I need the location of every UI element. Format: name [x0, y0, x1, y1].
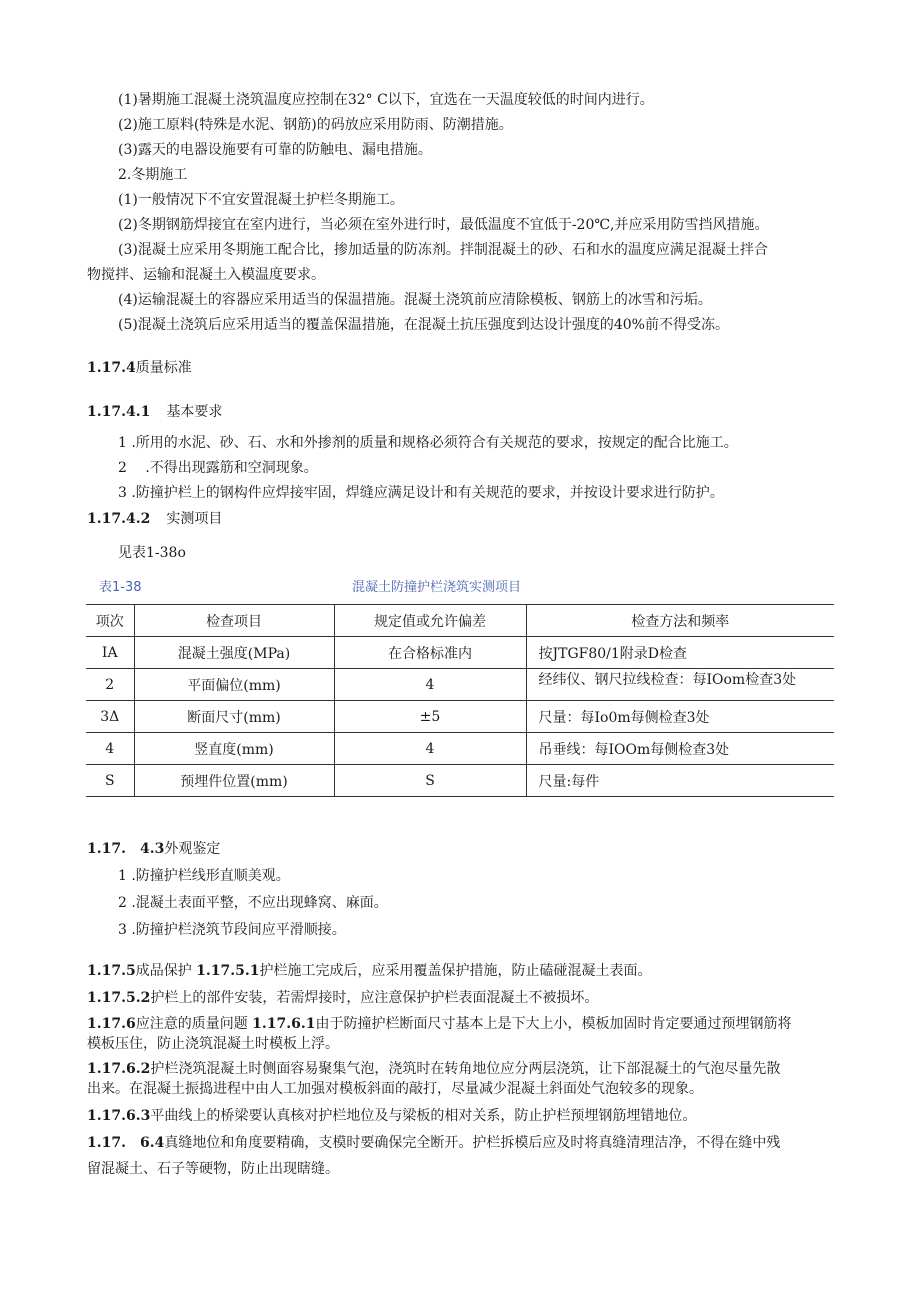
section-number-a: 1.17. [87, 841, 126, 857]
table-row [86, 637, 834, 669]
table-row [86, 669, 834, 701]
appearance-item-1: 1 .防撞护栏线形直顺美观。 [118, 868, 290, 884]
table-reference: 见表1-38o [118, 545, 186, 561]
cell-tolerance: 4 [334, 669, 526, 701]
cell-item-no: 2 [86, 669, 134, 701]
subsection-number: 1.17.6.1 [252, 1016, 316, 1032]
table-row [86, 701, 834, 733]
requirement-1: 1 .所用的水泥、砂、石、水和外掺剂的质量和规格必须符合有关规范的要求，按规定的配合比施工。 [118, 435, 738, 451]
section-1176-4-line-2: 留混凝土、石子等硬物，防止出现瞎缝。 [87, 1161, 339, 1177]
winter-item-2: (2)冬期钢筋焊接宜在室内进行，当必须在室外进行时，最低温度不宜低于-20℃,并应采用防雪挡风措施。 [118, 217, 769, 233]
cell-check-item: 混凝土强度(MPa) [134, 637, 334, 669]
cell-method: 吊垂线：每IOOm每侧检查3处 [526, 733, 834, 765]
subsection-number-a: 1.17. [87, 1135, 126, 1151]
cell-item-no: 3Δ [86, 701, 134, 733]
summer-item-3: (3)露天的电器设施要有可靠的防触电、漏电措施。 [118, 142, 432, 158]
cell-check-item: 平面偏位(mm) [134, 669, 334, 701]
subsection-number-b: 6.4 [139, 1135, 165, 1151]
section-number: 1.17.4.1 [87, 404, 151, 420]
requirement-3: 3 .防撞护栏上的钢构件应焊接牢固，焊缝应满足设计和有关规范的要求，并按设计要求进行防护。 [118, 485, 724, 501]
cell-method: 尺量：每Io0m每侧检查3处 [526, 701, 834, 733]
cell-method: 按JTGF80/1附录D检查 [526, 637, 834, 669]
winter-item-4: (4)运输混凝土的容器应采用适当的保温措施。混凝土浇筑前应清除模板、钢筋上的冰雪和污垢。 [118, 292, 712, 308]
section-title: 应注意的质量问题 [135, 1016, 248, 1032]
winter-item-3: (3)混凝土应采用冬期施工配合比，掺加适量的防冻剂。拌制混凝土的砂、石和水的温度应满足混凝土拌合 [118, 242, 768, 258]
subsection-number: 1.17.6.2 [87, 1061, 151, 1077]
cell-item-no: 4 [86, 733, 134, 765]
appearance-item-2: 2 .混凝土表面平整，不应出现蜂窝、麻面。 [118, 895, 388, 911]
appearance-item-3: 3 .防撞护栏浇筑节段间应平滑顺接。 [118, 922, 346, 938]
section-1176-3 [87, 1106, 696, 1126]
cell-tolerance: ±5 [334, 701, 526, 733]
cell-item-no: IA [86, 637, 134, 669]
section-1175-line-1 [87, 961, 652, 981]
cell-check-item: 竖直度(mm) [134, 733, 334, 765]
subsection-text: 护栏上的部件安装，若需焊接时，应注意保护护栏表面混凝土不被损坏。 [150, 990, 599, 1006]
winter-title: 2.冬期施工 [118, 167, 188, 183]
section-title: 成品保护 [135, 963, 192, 979]
summer-item-1: (1)暑期施工混凝土浇筑温度应控制在32° C以下，宜选在一天温度较低的时间内进行。 [118, 92, 654, 108]
subsection-text: 平曲线上的桥梁要认真核对护栏地位及与梁板的相对关系，防止护栏预埋钢筋埋错地位。 [150, 1108, 697, 1124]
quality-table [86, 604, 834, 797]
cell-check-item: 断面尺寸(mm) [134, 701, 334, 733]
section-1176-2-line-1 [87, 1059, 780, 1079]
cell-check-item: 预埋件位置(mm) [134, 765, 334, 797]
header-method: 检查方法和频率 [526, 605, 834, 637]
section-1176-4-line-1 [87, 1133, 780, 1153]
section-1176-2-line-2: 出来。在混凝土振捣进程中由人工加强对模板斜面的敲打，尽量减少混凝土斜面处气泡较多的现象。 [87, 1081, 703, 1097]
section-number: 1.17.6 [87, 1016, 136, 1032]
section-1174-heading [87, 358, 192, 378]
section-11741-heading [87, 402, 222, 422]
section-number: 1.17.4 [87, 360, 136, 376]
summer-item-2: (2)施工原料(特殊是水泥、钢筋)的码放应采用防雨、防潮措施。 [118, 117, 513, 133]
cell-tolerance: 在合格标准内 [334, 637, 526, 669]
section-1175-line-2 [87, 988, 598, 1008]
cell-item-no: S [86, 765, 134, 797]
section-number: 1.17.5 [87, 963, 136, 979]
subsection-number: 1.17.6.3 [87, 1108, 151, 1124]
section-title: 基本要求 [166, 404, 223, 420]
table-row [86, 765, 834, 797]
winter-item-3-cont: 物搅拌、运输和混凝土入模温度要求。 [87, 267, 325, 283]
table-row [86, 733, 834, 765]
table-header-row [86, 605, 834, 637]
cell-method-text: 经纬仪、钢尺拉线检查：每IOom检查3处 [538, 672, 797, 688]
subsection-text: 护栏浇筑混凝土时侧面容易聚集气泡，浇筑时在转角地位应分两层浇筑，让下部混凝土的气泡尽量先散 [150, 1061, 781, 1077]
header-item-no: 项次 [86, 605, 134, 637]
cell-method [526, 669, 834, 701]
subsection-text: 由于防撞护栏断面尺寸基本上是下大上小，模板加固时肯定要通过预埋钢筋将 [315, 1016, 792, 1032]
table-label: 表1-38 [99, 580, 142, 595]
cell-tolerance: 4 [334, 733, 526, 765]
section-number-b: 4.3 [139, 841, 165, 857]
winter-item-1: (1)一般情况下不宜安置混凝土护栏冬期施工。 [118, 192, 404, 208]
subsection-text: 真缝地位和角度要精确，支模时要确保完全断开。护栏拆模后应及时将真缝清理洁净，不得在缝中残 [164, 1135, 781, 1151]
header-tolerance: 规定值或允许偏差 [334, 605, 526, 637]
cell-tolerance: S [334, 765, 526, 797]
requirement-2: 2 .不得出现露筋和空洞现象。 [118, 460, 318, 476]
section-1176-line-2: 模板压住，防止浇筑混凝土时模板上浮。 [87, 1036, 339, 1052]
subsection-number: 1.17.5.2 [87, 990, 151, 1006]
header-check-item: 检查项目 [134, 605, 334, 637]
section-title: 质量标准 [135, 360, 192, 376]
section-number: 1.17.4.2 [87, 511, 151, 527]
section-title: 外观鉴定 [164, 841, 221, 857]
subsection-text: 护栏施工完成后，应采用覆盖保护措施，防止磕碰混凝土表面。 [259, 963, 652, 979]
section-11743-heading [87, 839, 220, 859]
cell-method: 尺量:每件 [526, 765, 834, 797]
section-11742-heading [87, 509, 222, 529]
winter-item-5: (5)混凝土浇筑后应采用适当的覆盖保温措施，在混凝土抗压强度到达设计强度的40%前不得受冻。 [118, 317, 729, 333]
subsection-number: 1.17.5.1 [196, 963, 260, 979]
section-title: 实测项目 [166, 511, 223, 527]
section-1176-line-1 [87, 1014, 792, 1034]
table-caption: 混凝土防撞护栏浇筑实测项目 [352, 580, 522, 595]
